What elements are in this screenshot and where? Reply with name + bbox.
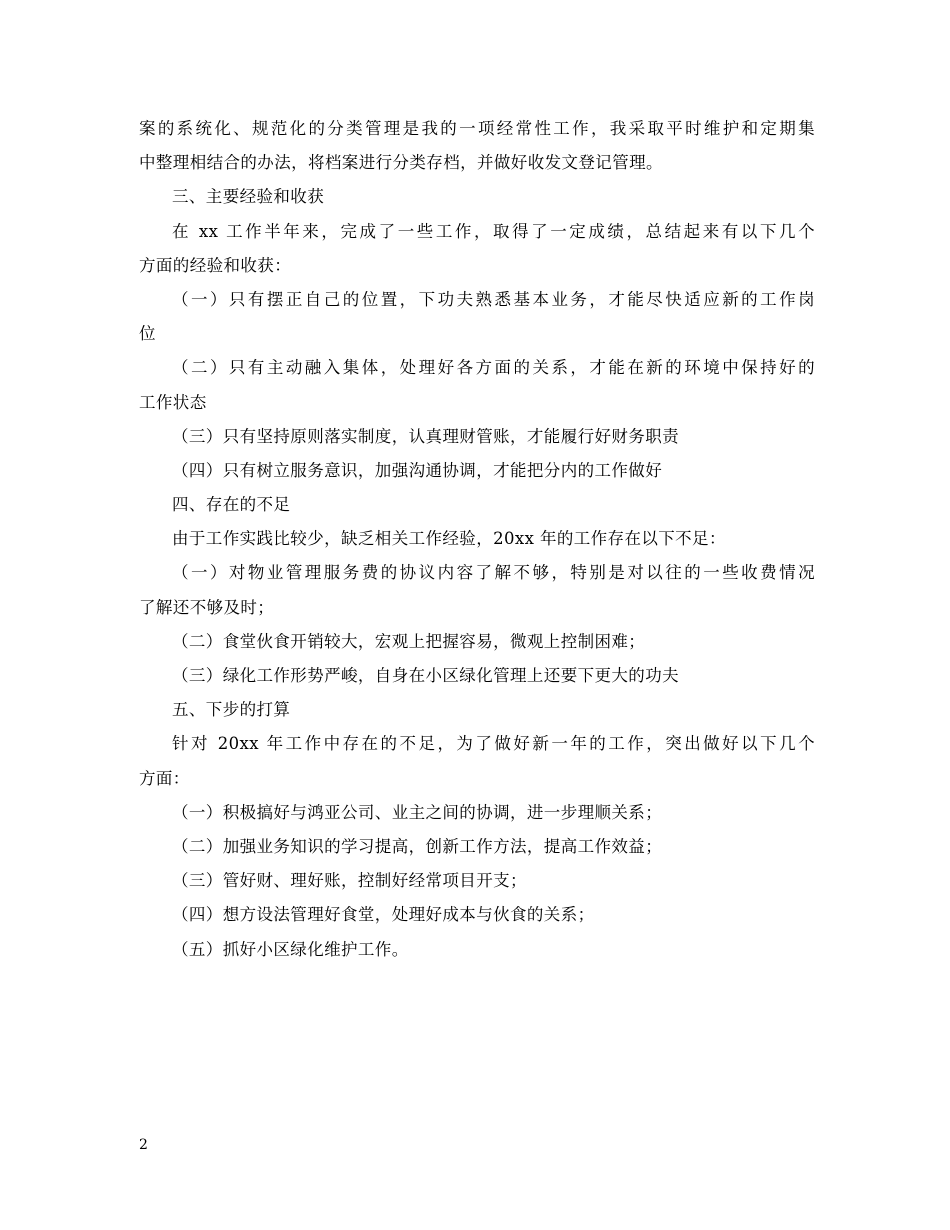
text-line: 三、主要经验和收获 [172, 187, 325, 207]
text-line: 位 [139, 324, 156, 344]
text-line: 工作状态 [139, 392, 207, 412]
text-line: 方面： [139, 768, 190, 788]
text-line: 案的系统化、规范化的分类管理是我的一项经常性工作，我采取平时维护和定期集 [139, 119, 815, 138]
text-line: （四）想方设法管理好食堂，处理好成本与伙食的关系； [172, 905, 595, 925]
text-line: （一）对物业管理服务费的协议内容了解不够，特别是对以往的一些收费情况 [172, 563, 815, 583]
text-line: 方面的经验和收获： [139, 255, 292, 275]
text-line: 四、存在的不足 [172, 495, 291, 515]
text-line: （四）只有树立服务意识，加强沟通协调，才能把分内的工作做好 [172, 460, 663, 480]
text-line: （三）只有坚持原则落实制度，认真理财管账，才能履行好财务职责 [172, 426, 679, 446]
document-body [139, 112, 815, 967]
text-line: （二）只有主动融入集体，处理好各方面的关系，才能在新的环境中保持好的 [172, 358, 815, 378]
text-line: （三）管好财、理好账，控制好经常项目开支； [172, 871, 527, 891]
page-number: 2 [139, 1137, 148, 1153]
text-line: 由于工作实践比较少，缺乏相关工作经验，20xx 年的工作存在以下不足： [172, 529, 726, 549]
text-line: 五、下步的打算 [172, 700, 291, 720]
text-line: （二）加强业务知识的学习提高，创新工作方法，提高工作效益； [172, 836, 663, 856]
text-line: 在 xx 工作半年来，完成了一些工作，取得了一定成绩，总结起来有以下几个 [172, 221, 815, 241]
text-line: （二）食堂伙食开销较大，宏观上把握容易，微观上控制困难； [172, 631, 646, 651]
text-line: 中整理相结合的办法，将档案进行分类存档，并做好收发文登记管理。 [139, 153, 663, 173]
text-line: （五）抓好小区绿化维护工作。 [172, 939, 409, 959]
text-line: （一）只有摆正自己的位置，下功夫熟悉基本业务，才能尽快适应新的工作岗 [172, 289, 815, 309]
text-line: 针对 20xx 年工作中存在的不足，为了做好新一年的工作，突出做好以下几个 [172, 734, 815, 754]
text-line: （一）积极搞好与鸿亚公司、业主之间的协调，进一步理顺关系； [172, 802, 663, 822]
text-line: 了解还不够及时； [139, 597, 275, 617]
text-line: （三）绿化工作形势严峻，自身在小区绿化管理上还要下更大的功夫 [172, 666, 679, 685]
